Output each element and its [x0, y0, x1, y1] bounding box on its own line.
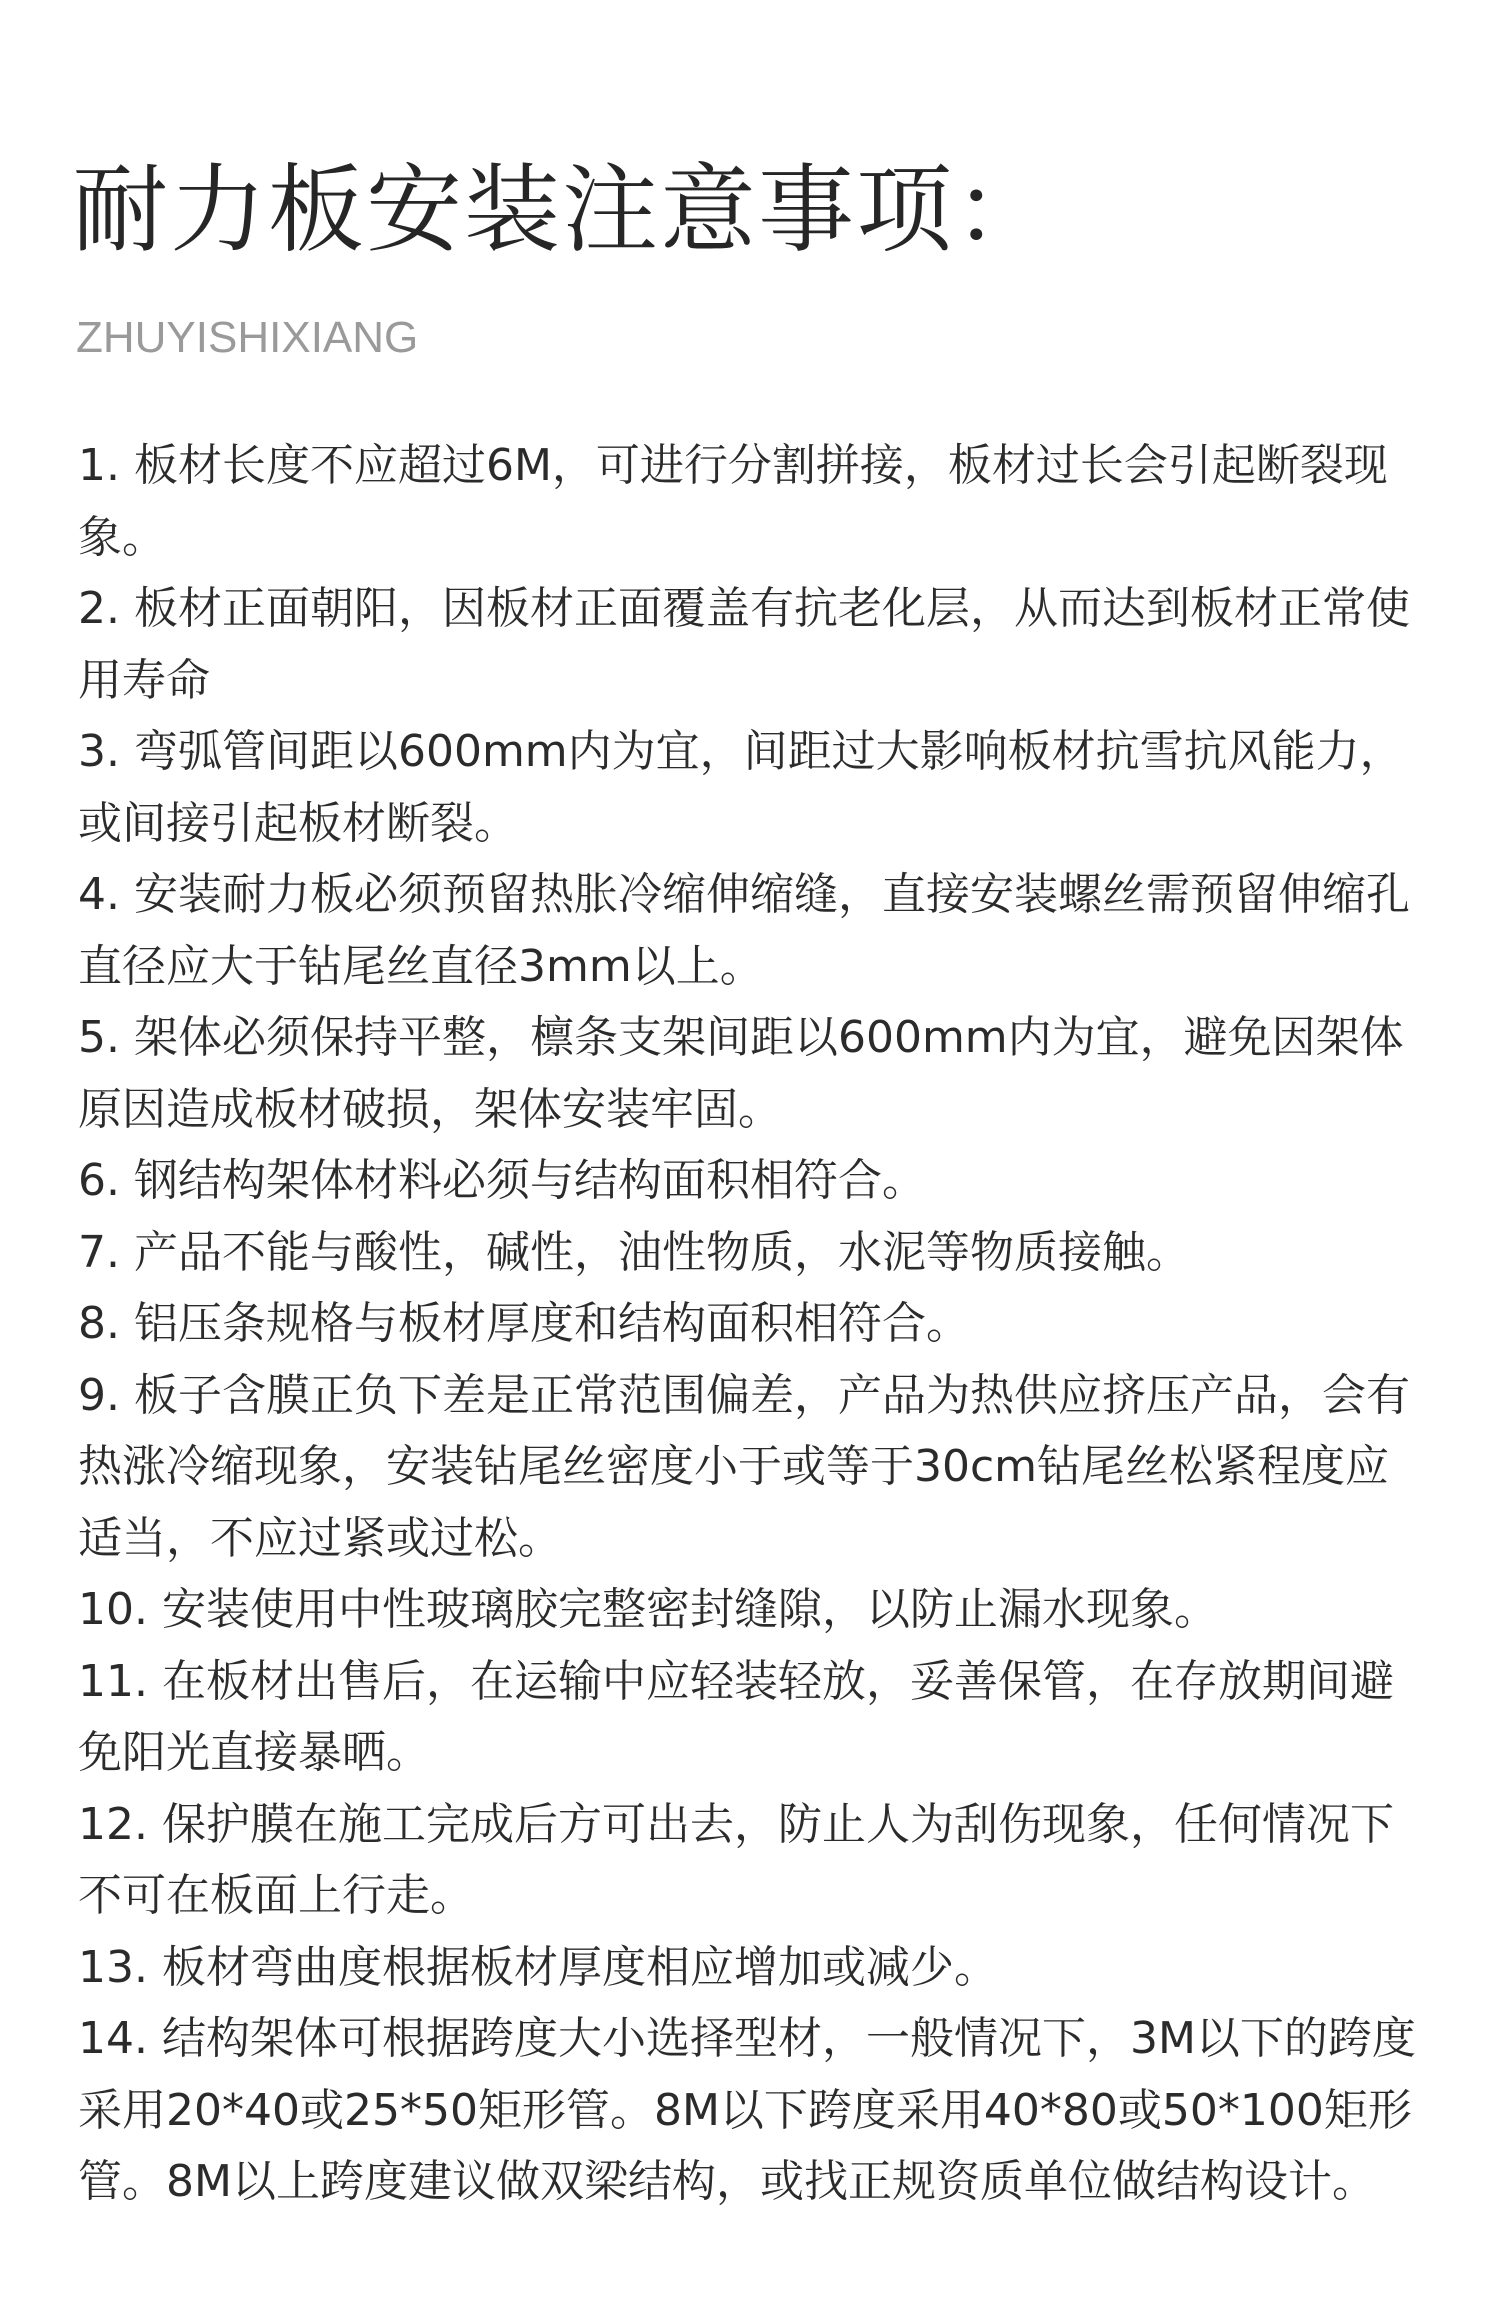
note-item-14: 14. 结构架体可根据跨度大小选择型材，一般情况下，3M以下的跨度采用20*40或25*50矩形管。8M以下跨度采用40*80或50*100矩形管。8M以上跨度建议做双梁结构，或找正规资质单位做结构设计。	[78, 2013, 1416, 2207]
page-title: 耐力板安装注意事项：	[72, 154, 1052, 266]
note-item-3: 3. 弯弧管间距以600mm内为宜，间距过大影响板材抗雪抗风能力，或间接引起板材断裂。	[78, 726, 1404, 849]
note-item-12: 12. 保护膜在施工完成后方可出去，防止人为刮伤现象，任何情况下不可在板面上行走。	[78, 1798, 1394, 1921]
note-item-5: 5. 架体必须保持平整，檩条支架间距以600mm内为宜，避免因架体原因造成板材破损，架体安装牢固。	[78, 1012, 1404, 1135]
note-item-7: 7. 产品不能与酸性，碱性，油性物质，水泥等物质接触。	[78, 1226, 1190, 1278]
note-item-9: 9. 板子含膜正负下差是正常范围偏差，产品为热供应挤压产品，会有热涨冷缩现象，安装钻尾丝密度小于或等于30cm钻尾丝松紧程度应适当，不应过紧或过松。	[78, 1369, 1410, 1564]
notes-list	[78, 430, 1418, 2218]
note-item-10: 10. 安装使用中性玻璃胶完整密封缝隙，以防止漏水现象。	[78, 1584, 1218, 1635]
note-item-4: 4. 安装耐力板必须预留热胀冷缩伸缩缝，直接安装螺丝需预留伸缩孔直径应大于钻尾丝直径3mm以上。	[78, 869, 1410, 992]
page-subtitle: ZHUYISHIXIANG	[76, 313, 419, 362]
note-item-1: 1. 板材长度不应超过6M，可进行分割拼接，板材过长会引起断裂现象。	[78, 440, 1388, 563]
note-item-11: 11. 在板材出售后，在运输中应轻装轻放，妥善保管，在存放期间避免阳光直接暴晒。	[78, 1655, 1394, 1778]
note-item-8: 8. 铝压条规格与板材厚度和结构面积相符合。	[78, 1298, 970, 1349]
note-item-13: 13. 板材弯曲度根据板材厚度相应增加或减少。	[78, 1941, 998, 1993]
note-item-2: 2. 板材正面朝阳，因板材正面覆盖有抗老化层，从而达到板材正常使用寿命	[78, 583, 1410, 706]
note-item-6: 6. 钢结构架体材料必须与结构面积相符合。	[78, 1155, 926, 1206]
